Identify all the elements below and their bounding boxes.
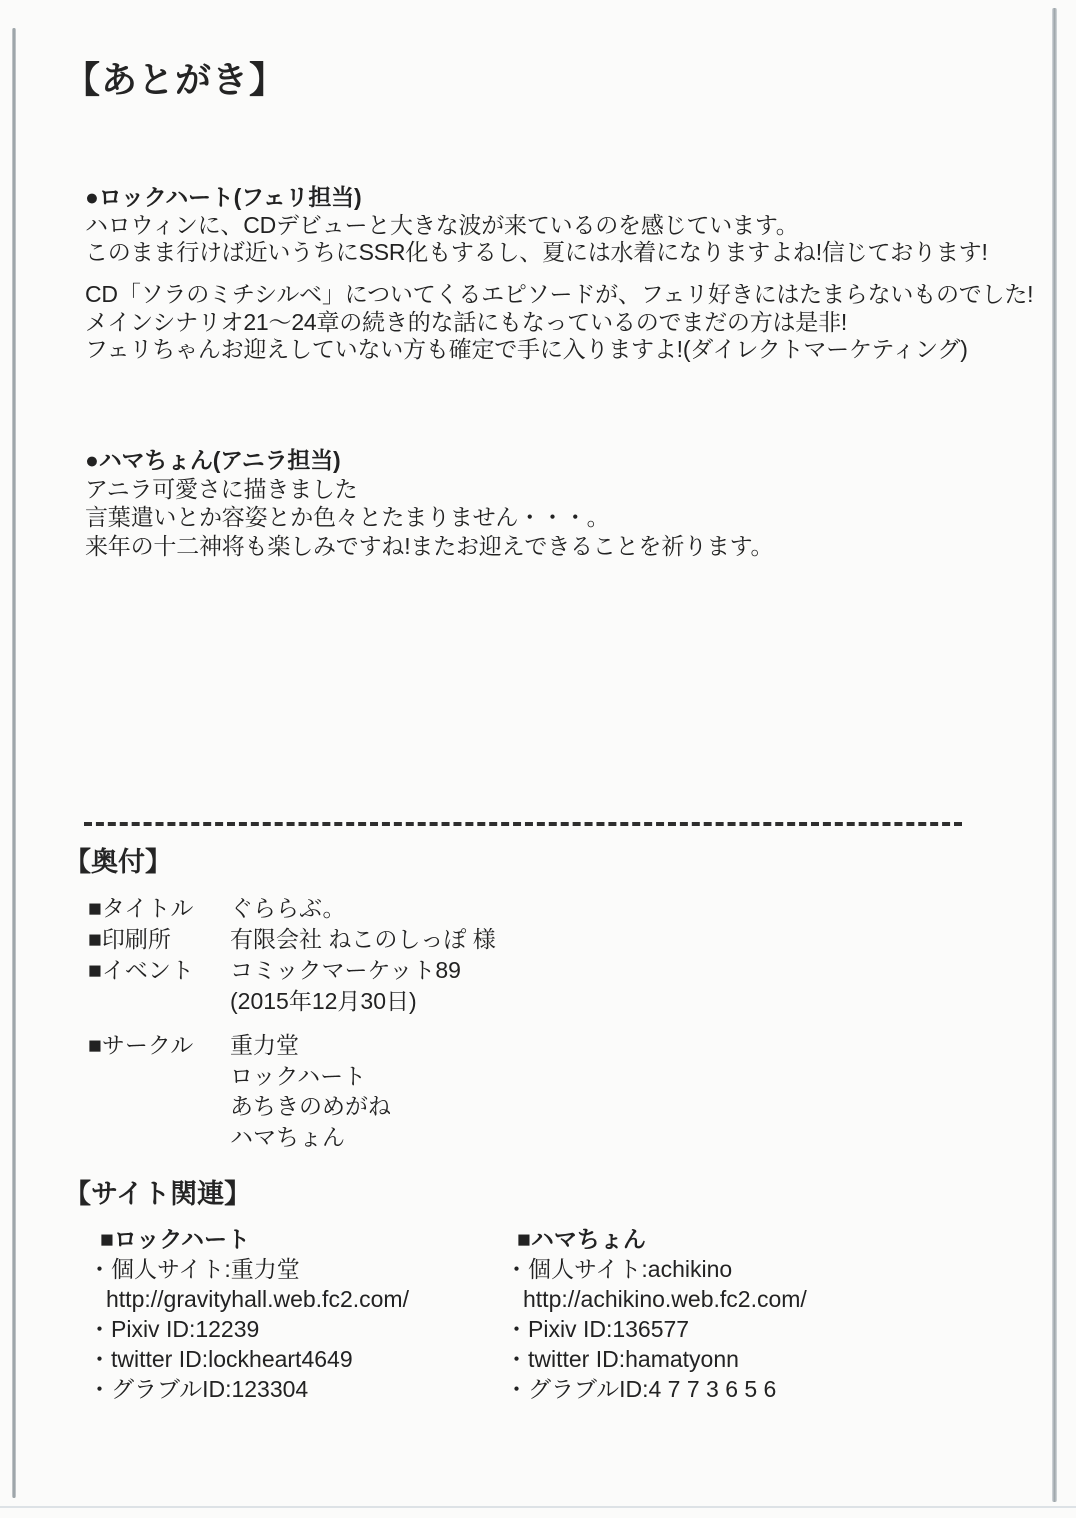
text-line: フェリちゃんお迎えしていない方も確定で手に入りますよ!(ダイレクトマーケティング) (85, 336, 968, 363)
sites-heading: 【サイト関連】 (64, 1179, 252, 1209)
circle-section (88, 1030, 391, 1152)
text-line: CD「ソラのミチシルベ」についてくるエピソードが、フェリ好きにはたまらないものでした! (85, 281, 1034, 307)
site-pixiv-id: ・Pixiv ID:12239 (88, 1316, 260, 1342)
circle-member: あちきのめがね (230, 1093, 391, 1119)
colophon-label: ■タイトル (88, 895, 194, 921)
site-author-name: ■ロックハート (100, 1226, 251, 1252)
site-url: http://gravityhall.web.fc2.com/ (106, 1286, 409, 1312)
site-twitter-id: ・twitter ID:hamatyonn (505, 1346, 739, 1372)
circle-member-list (230, 1030, 391, 1152)
site-granblue-id: ・グラブルID:4 7 7 3 6 5 6 (505, 1376, 777, 1402)
colophon-value: 有限会社 ねこのしっぽ 様 (230, 926, 496, 952)
circle-member: ハマちょん (230, 1123, 345, 1150)
colophon-value: コミックマーケット89 (230, 957, 461, 983)
circle-label: ■サークル (88, 1032, 194, 1058)
site-author-name: ■ハマちょん (517, 1226, 646, 1252)
site-column-hamachon (505, 1224, 807, 1404)
site-personal-site: ・個人サイト:achikino (505, 1256, 733, 1282)
page-title: 【あとがき】 (64, 59, 287, 100)
scan-edge-left (12, 28, 16, 1498)
site-granblue-id: ・グラブルID:123304 (88, 1376, 309, 1402)
colophon-label: ■イベント (88, 957, 194, 983)
colophon-table (88, 893, 496, 1017)
afterword-section-lockheart-cd (85, 281, 1033, 364)
text-line: このまま行けば近いうちにSSR化もするし、夏には水着になりますよね!信じております! (85, 239, 988, 266)
circle-member: ロックハート (230, 1062, 367, 1089)
afterword-section-lockheart (85, 184, 988, 267)
colophon-value: (2015年12月30日) (230, 988, 417, 1014)
author-hamachon-heading: ●ハマちょん(アニラ担当) (85, 447, 341, 473)
text-line: 言葉遣いとか容姿とか色々とたまりません・・・。 (85, 504, 610, 531)
site-column-lockheart (88, 1224, 409, 1404)
colophon-label: ■印刷所 (88, 926, 171, 952)
text-line: メインシナリオ21〜24章の続き的な話にもなっているのでまだの方は是非! (85, 308, 848, 335)
circle-member: 重力堂 (230, 1032, 299, 1058)
dashed-divider (84, 822, 962, 826)
afterword-section-hamachon (85, 446, 773, 560)
text-line: アニラ可愛さに描きました (85, 475, 358, 502)
site-pixiv-id: ・Pixiv ID:136577 (505, 1316, 690, 1342)
colophon-heading: 【奥付】 (64, 847, 172, 877)
scan-edge-right (1052, 8, 1057, 1502)
author-lockheart-heading: ●ロックハート(フェリ担当) (85, 184, 362, 210)
site-personal-site: ・個人サイト:重力堂 (88, 1256, 300, 1282)
scan-edge-bottom (0, 1506, 1076, 1508)
text-line: ハロウィンに、CDデビューと大きな波が来ているのを感じています。 (85, 211, 799, 238)
site-twitter-id: ・twitter ID:lockheart4649 (88, 1346, 353, 1372)
colophon-value: ぐららぶ。 (230, 895, 346, 921)
text-line: 来年の十二神将も楽しみですね!またお迎えできることを祈ります。 (85, 532, 774, 559)
site-url: http://achikino.web.fc2.com/ (523, 1286, 807, 1312)
colophon-label (88, 986, 230, 1017)
